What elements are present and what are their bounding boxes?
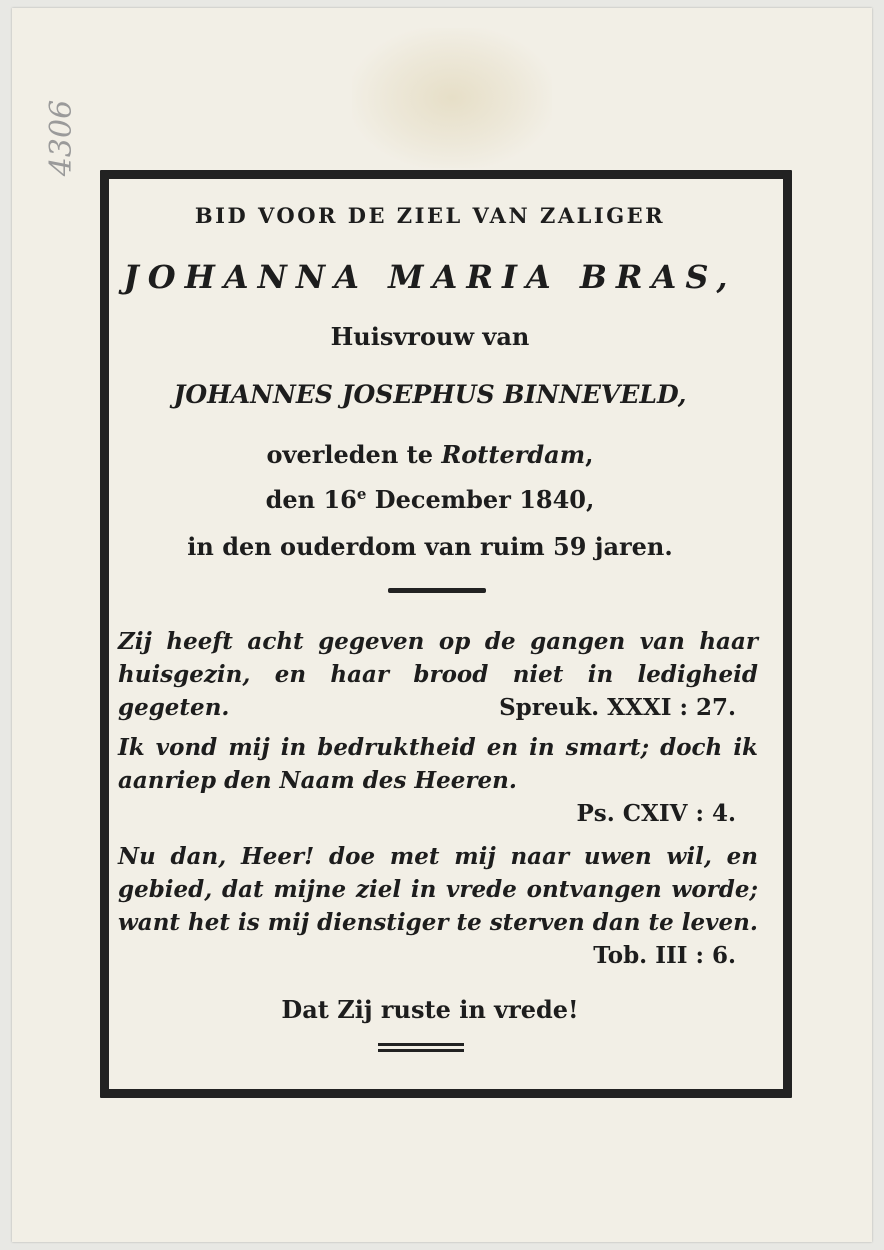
prayer-heading: BID VOOR DE ZIEL VAN ZALIGER <box>194 203 666 228</box>
catalog-number: 4306 <box>44 99 79 177</box>
deceased-name: JOHANNA MARIA BRAS, <box>123 258 737 296</box>
date-ordinal: e <box>356 485 367 503</box>
verse-psalm <box>118 731 758 830</box>
died-prefix: overleden te <box>266 440 442 469</box>
died-suffix: , <box>585 440 594 469</box>
verse-reference: Ps. CXIV : 4. <box>576 800 736 827</box>
age-line: in den ouderdom van ruim 59 jaren. <box>187 532 673 561</box>
closing-prayer: Dat Zij ruste in vrede! <box>281 995 579 1024</box>
verse-reference: Tob. III : 6. <box>593 942 736 969</box>
date-prefix: den 16 <box>265 485 357 514</box>
date-suffix: December 1840, <box>366 485 595 514</box>
divider-rule <box>388 588 486 593</box>
rule-line <box>378 1043 464 1046</box>
verse-text: Nu dan, Heer! doe met mij naar uwen wil, en gebied, dat mijne ziel in vrede ontvangen worde; want het is mij dienstiger te sterven dan te leven. <box>118 843 758 936</box>
husband-name: JOHANNES JOSEPHUS BINNEVELD, <box>173 380 687 409</box>
death-place-line <box>100 440 760 469</box>
verse-text: Zij heeft acht gegeven op de gangen van haar huisgezin, en haar brood niet in ledigheid gegeten. <box>118 628 758 721</box>
relation-text: Huisvrouw van <box>330 322 530 351</box>
verse-reference: Spreuk. XXXI : 27. <box>499 694 736 721</box>
verse-proverbs <box>118 625 758 724</box>
rule-line <box>378 1049 464 1052</box>
verse-tobit <box>118 840 758 972</box>
death-date-line <box>100 485 760 514</box>
paper-stain <box>352 28 552 168</box>
double-divider-rule <box>378 1043 464 1053</box>
death-place: Rotterdam <box>441 440 586 469</box>
verse-text: Ik vond mij in bedruktheid en in smart; doch ik aanriep den Naam des Heeren. <box>118 734 758 794</box>
